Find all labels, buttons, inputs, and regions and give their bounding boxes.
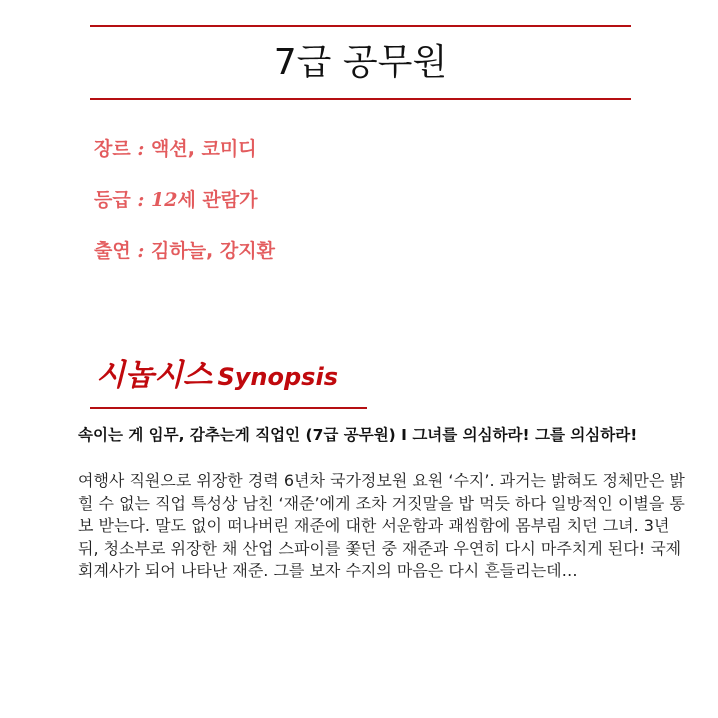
cast-label: 출연 bbox=[94, 240, 131, 262]
synopsis-rule bbox=[90, 407, 367, 409]
rating-separator: : bbox=[137, 189, 145, 211]
genre-separator: : bbox=[137, 138, 145, 160]
title-top-rule bbox=[90, 25, 631, 27]
genre-label: 장르 bbox=[94, 138, 131, 160]
genre-value: 액션, 코미디 bbox=[150, 138, 257, 160]
synopsis-body: 여행사 직원으로 위장한 경력 6년차 국가정보원 요원 ‘수지’. 과거는 밝혀도 정체만은 밝힐 수 없는 직업 특성상 남친 ‘재준’에게 조차 거짓말을 밥 먹듯 하다 일방적인 이별을 통보 받는다. 말도 없이 떠나버린 재준에 대한 서운함과 괘씸함에 몸부림 치던 그녀. 3년 뒤, 청소부로 위장한 채 산업 스파이를 쫓던 중 재준과 우연히 다시 마주치게 된다! 국제 회계사가 되어 나타난 재준. 그를 보자 수지의 마음은 다시 흔들리는데… bbox=[78, 471, 685, 580]
rating-label: 등급 bbox=[94, 189, 131, 211]
synopsis-heading-en: Synopsis bbox=[217, 363, 338, 391]
genre-line bbox=[94, 134, 257, 161]
rating-age: 12 bbox=[150, 189, 178, 211]
rating-line bbox=[94, 185, 257, 212]
cast-separator: : bbox=[137, 240, 145, 262]
synopsis-heading bbox=[96, 350, 338, 394]
cast-line bbox=[94, 236, 275, 263]
synopsis-heading-ko: 시놉시스 bbox=[96, 358, 212, 393]
rating-value: 세 관람가 bbox=[177, 189, 258, 211]
page-title: 7급 공무원 bbox=[273, 42, 448, 83]
synopsis-headline: 속이는 게 임무, 감추는게 직업인 (7급 공무원) I 그녀를 의심하라! 그를 의심하라! bbox=[78, 426, 638, 444]
cast-value: 김하늘, 강지환 bbox=[150, 240, 275, 262]
title-bottom-rule bbox=[90, 98, 631, 100]
